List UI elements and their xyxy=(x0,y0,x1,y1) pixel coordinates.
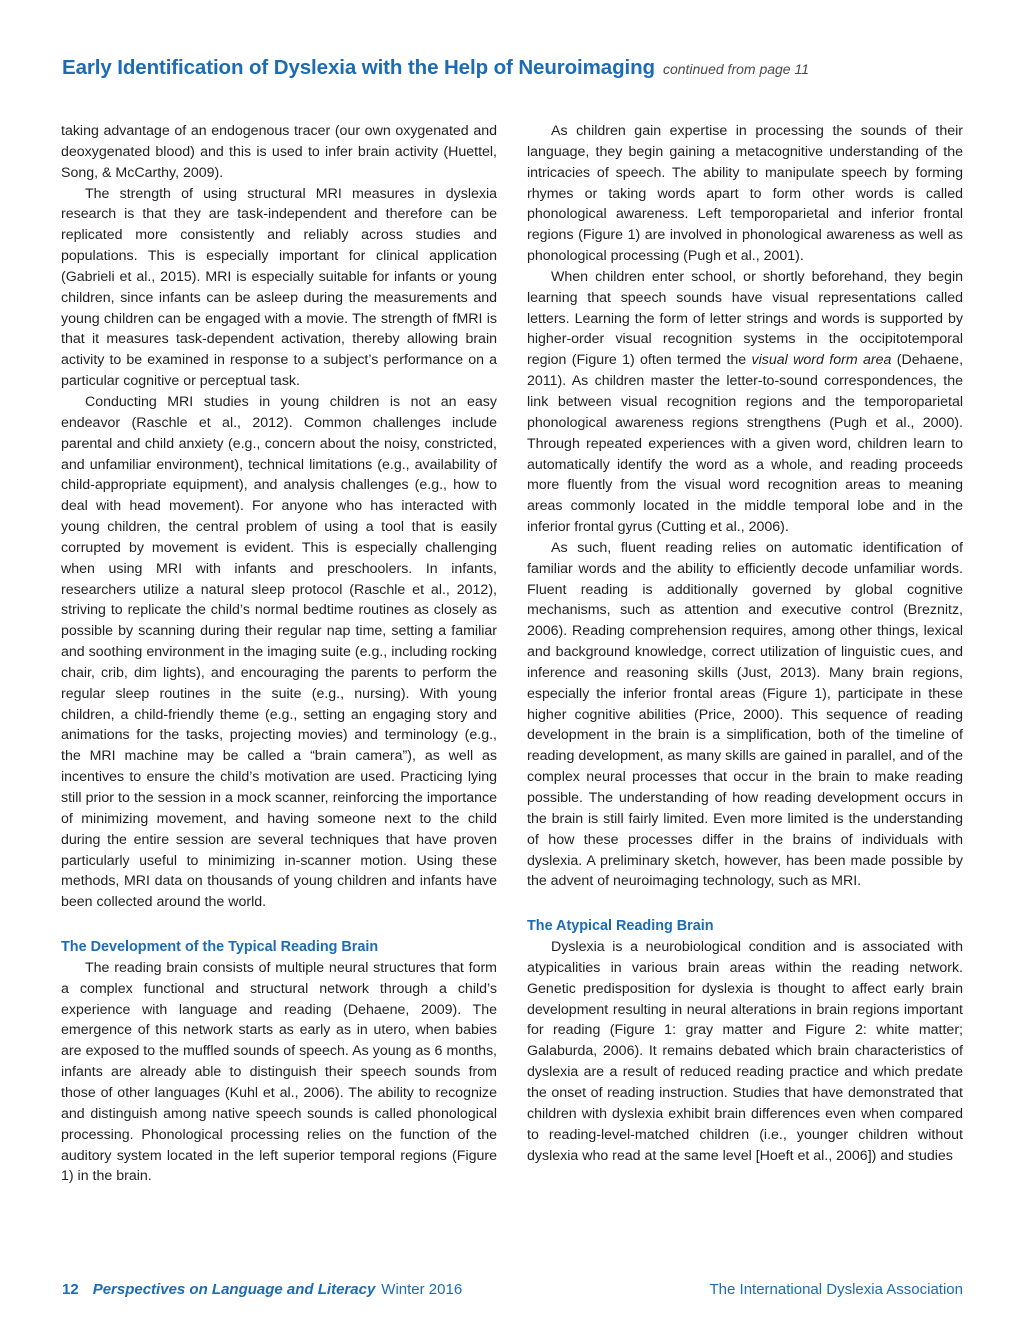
text-run: Dyslexia is a neurobiological condition and is associated with atypicalities in various brain areas within the reading network. Genetic predisposition for dyslexia is thought to affect early brain development resulting in neural alterations in brain regions important for reading (Figure 1: gray matter and Figure 2: white matter; Galaburda, 2006). It remains debated which brain characteristics of dyslexia are a result of reduced reading practice and which predate the onset of reading instruction. Studies that have demonstrated that children with dyslexia exhibit brain differences even when compared to reading-level-matched children (i.e., younger children without dyslexia who read at the same level [Hoeft et al., 2006]) and studies xyxy=(527,939,963,1164)
paragraph xyxy=(61,958,497,1187)
article-title: Early Identification of Dyslexia with the Help of Neuroimaging xyxy=(62,56,655,79)
text-run: When children enter school, or shortly beforehand, they begin learning that speech sounds have visual representations called letters. Learning the form of letter strings and words is supported by higher-order visual recognition systems in the occipitotemporal region (Figure 1) often termed the xyxy=(527,268,963,369)
paragraph xyxy=(527,937,963,1166)
paragraph xyxy=(61,392,497,913)
text-run: The reading brain consists of multiple neural structures that form a complex functional and structural network through a child’s experience with language and reading (Dehaene, 2009). The emergence of this network starts as early as in utero, when babies are exposed to the muffled sounds of speech. As young as 6 months, infants are already able to distinguish their speech sounds from those of other languages (Kuhl et al., 2006). The ability to recognize and distinguish among native speech sounds is called phonological processing. Phonological processing relies on the function of the auditory system located in the left superior temporal regions (Figure 1) in the brain. xyxy=(61,959,497,1185)
section-heading: The Atypical Reading Brain xyxy=(527,918,714,935)
journal-issue: Winter 2016 xyxy=(381,1281,463,1298)
continued-note: continued from page 11 xyxy=(662,61,810,77)
paragraph xyxy=(527,121,963,267)
organization-name: The International Dyslexia Association xyxy=(709,1281,963,1298)
paragraph xyxy=(61,184,497,392)
text-run: The strength of using structural MRI measures in dyslexia research is that they are task-independent and therefore can be replicated more consistently and reliably across studies and populations. This is especially important for clinical application (Gabrieli et al., 2015). MRI is especially suitable for infants or young children, since infants can be asleep during the measurements and young children can be engaged with a movie. The strength of fMRI is that it measures task-dependent activation, thereby allowing brain activity to be examined in response to a subject’s performance on a particular cognitive or perceptual task. xyxy=(61,185,497,390)
text-run: taking advantage of an endogenous tracer (our own oxygenated and deoxygenated blood) and this is used to infer brain activity (Huettel, Song, & McCarthy, 2009). xyxy=(61,123,497,181)
italic-term: visual word form area xyxy=(751,352,892,369)
left-column xyxy=(61,121,497,1187)
journal-name: Perspectives on Language and Literacy xyxy=(92,1281,376,1298)
page-number: 12 xyxy=(62,1281,79,1298)
paragraph xyxy=(527,538,963,892)
section-heading: The Development of the Typical Reading Brain xyxy=(61,939,379,956)
page-footer xyxy=(62,1281,963,1305)
text-run: As such, fluent reading relies on automatic identification of familiar words and the ability to efficiently decode unfamiliar words. Fluent reading is additionally governed by global cognitive mechanisms, such as attention and executive control (Breznitz, 2006). Reading comprehension requires, among other things, lexical and background knowledge, correct utilization of linguistic cues, and inference and reasoning skills (Just, 2013). Many brain regions, especially the inferior frontal areas (Figure 1), participate in these higher cognitive abilities (Price, 2000). This sequence of reading development in the brain is a simplification, both of the timeline of reading development, as many skills are gained in parallel, and of the complex neural processes that occur in the brain to make reading possible. The understanding of how reading development occurs in the brain is still fairly limited. Even more limited is the understanding of how these processes differ in the brains of individuals with dyslexia. A preliminary sketch, however, has been made possible by the advent of neuroimaging technology, such as MRI. xyxy=(527,539,963,890)
paragraph xyxy=(527,267,963,538)
text-run: As children gain expertise in processing the sounds of their language, they begin gaining a metacognitive understanding of the intricacies of speech. The ability to manipulate speech by forming rhymes or taking words apart to form other words is called phonological awareness. Left temporoparietal and inferior frontal regions (Figure 1) are involved in phonological awareness as well as phonological processing (Pugh et al., 2001). xyxy=(527,123,963,265)
text-run: Conducting MRI studies in young children is not an easy endeavor (Raschle et al., 2012). Common challenges include parental and child anxiety (e.g., concern about the noisy, constricted, and unfamiliar environment), technical limitations (e.g., availability of child-appropriate equipment), and analysis challenges (e.g., how to deal with head movement). For anyone who has interacted with young children, the central problem of using a tool that is easily corrupted by movement is evident. This is especially challenging when using MRI with infants and preschoolers. In infants, researchers utilize a natural sleep protocol (Raschle et al., 2012), striving to replicate the child’s normal bedtime routines as closely as possible by scanning during their regular nap time, setting a familiar and soothing environment in the imaging suite (e.g., including rocking chair, crib, dim lights), and encouraging the parents to perform the regular sleep routines in the suite (e.g., nursing). With young children, a child-friendly theme (e.g., setting an engaging story and animations for the tasks, projecting movies) and terminology (e.g., the MRI machine may be called a “brain camera”), as well as incentives to ensure the child’s motivation are used. Practicing lying still prior to the session in a mock scanner, reinforcing the importance of minimizing movement, and having someone next to the child during the entire session are several techniques that have proven particularly useful to minimizing in-scanner motion. Using these methods, MRI data on thousands of young children and infants have been collected around the world. xyxy=(61,393,497,911)
text-run: (Dehaene, 2011). As children master the letter-to-sound correspondences, the link between visual recognition regions and the temporoparietal phonological awareness regions strengthens (Pugh et al., 2000). Through repeated experiences with a given word, children learn to automatically identify the word as a whole, and reading proceeds more fluently from the visual word recognition areas to meaning areas commonly located in the middle temporal lobe and in the inferior frontal gyrus (Cutting et al., 2006). xyxy=(527,352,964,536)
paragraph xyxy=(61,121,497,184)
page-header xyxy=(62,56,962,86)
right-column xyxy=(527,121,963,1166)
